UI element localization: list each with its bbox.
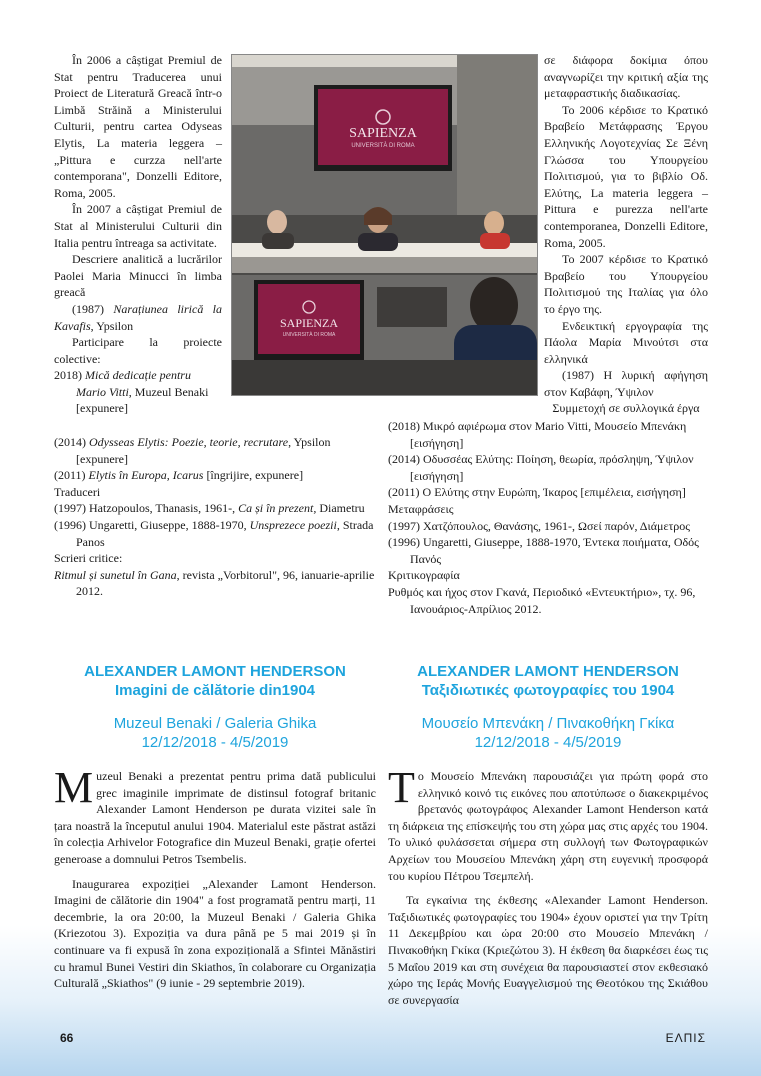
main-screen-sub: UNIVERSITÀ DI ROMA — [351, 143, 415, 149]
gr-article-title-line2: Ταξιδιωτικές φωτογραφίες του 1904 — [421, 682, 675, 699]
ro-collective-1: 2018) Mică dedicație pentru Mario Vitti, Muzeul Benaki [expunere] — [54, 368, 209, 416]
gr-collective-3: (2011) Ο Ελύτης στην Ευρώπη, Ίκαρος [επιμέλεια, εισήγηση] — [388, 485, 686, 500]
lower-screen-brand: SAPIENZA — [279, 316, 339, 330]
ro-column-bottom — [54, 434, 376, 600]
gr-work-1: (1987) Η λυρική αφήγηση στον Καβάφη, Ύψιλον — [544, 368, 708, 399]
ro-critical-title: Scrieri critice: — [54, 551, 123, 566]
gr-article-paragraph-1: Το Μουσείο Μπενάκη παρουσιάζει για πρώτη φορά στο ελληνικό κοινό τις εικόνες που αποτύπωσε ο διακεκριμένος βρετανός φωτογράφος Alexander Lamont Henderson κατά τη διάρκεια της επίσκεψής του στη χώρα μας στις αρχές του 1904. Το υλικό φυλάσσεται σήμερα στη συλλογή των Φωτογραφικών Αρχείων του Μουσείου Μπενάκη χάρη στη ευγενική προσφορά του κυρίου Πέτρου Τσεμπελή. — [388, 763, 708, 883]
gr-dropcap: Τ — [388, 763, 415, 812]
gr-article-paragraph-2: Τα εγκαίνια της έκθεσης «Alexander Lamont Henderson. Ταξιδιωτικές φωτογραφίες του 1904» έχουν οριστεί για την Τρίτη 11 Δεκεμβρίου και ώρα 20:00 στο Μουσείο Μπενάκη / Πινακοθήκη Γκίκα (Κριεζώτου 3). Η έκθεση θα διαρκέσει έως τις 5 Μαΐου 2019 και στη συνέχεια θα παρουσιαστεί στον εκθεσιακό χώρο της Ιεράς Μονής Ευαγγελισμού της Θεοτόκου της Σκιάθου σε συνεργασία — [388, 893, 708, 1007]
conference-photo — [231, 54, 538, 396]
ro-paragraph-2: În 2007 a câștigat Premiul de Stat al Ministerului Culturii din Italia pentru întreaga sa activitate. — [54, 202, 222, 250]
gr-critical-title: Κριτικογραφία — [388, 568, 460, 583]
conference-photo-illustration — [232, 55, 537, 395]
ro-dropcap: M — [54, 763, 94, 812]
gr-translation-2: (1996) Ungaretti, Giuseppe, 1888-1970, Έντεκα ποιήματα, Οδός Πανός — [388, 535, 699, 566]
ro-article-title-line1: ALEXANDER LAMONT HENDERSON — [84, 663, 346, 680]
ro-article-title — [54, 662, 376, 700]
gr-article-subtitle — [388, 714, 708, 752]
gr-translations-title: Μεταφράσεις — [388, 501, 454, 516]
ro-participation-title: Participare la proiecte colective: — [54, 335, 222, 366]
ro-collective-2: (2014) Odysseas Elytis: Poezie, teorie, recrutare, Ypsilon [expunere] — [54, 435, 331, 466]
gr-article-dates: 12/12/2018 - 4/5/2019 — [474, 734, 622, 751]
ro-paragraph-3: Descriere analitică a lucrărilor Paolei Maria Minucci în limba greacă — [54, 252, 222, 300]
gr-collective-1: (2018) Μικρό αφιέρωμα στον Mario Vitti, Μουσείο Μπενάκη [εισήγηση] — [388, 419, 687, 450]
gr-paragraph-1: σε διάφορα δοκίμια όπου αναγνωρίζει την κριτική αξία της μεταφραστικής διαδικασίας. — [544, 53, 708, 101]
magazine-name: ΕΛΠΙΣ — [665, 1031, 706, 1045]
ro-article-dates: 12/12/2018 - 4/5/2019 — [141, 734, 289, 751]
ro-article-paragraph-1: Muzeul Benaki a prezentat pentru prima dată publicului grec imaginile imprimate de distinsul fotograf britanic Alexander Lamont Henderson pe durata vizitei sale în țara noastră la începutul anului 1904. Materialul este păstrat astăzi în colecția Arhivelor Fotografice din Muzeul Benaki, grație ofertei generoase a domnului Petros Tsembelis. — [54, 763, 376, 866]
ro-article-subtitle — [54, 714, 376, 752]
ro-work-1: (1987) Narațiunea lirică la Kavafis, Ypsilon — [54, 301, 222, 333]
gr-column-bottom — [388, 418, 708, 617]
gr-collective-2: (2014) Οδυσσέας Ελύτης: Ποίηση, θεωρία, πρόσληψη, Ύψιλον [εισήγηση] — [388, 452, 694, 483]
ro-article-title-line2: Imagini de călătorie din1904 — [114, 682, 316, 699]
gr-collective-title: Συμμετοχή σε συλλογικά έργα — [552, 401, 700, 416]
gr-critical-1: Ρυθμός και ήχος στον Γκανά, Περιοδικό «Εντευκτήριο», τχ. 96, Ιανουάριος-Απρίλιος 2012. — [388, 584, 696, 616]
ro-column-top — [54, 52, 222, 417]
ro-paragraph-1: În 2006 a câștigat Premiul de Stat pentru Traducerea unui Proiect de Literatură Greacă într-o Limbă Străină a Ministerului Culturii, pentru cartea Odyseas Elytis, La materia leggera – „Pittura e curzza nell'arte contemporana", Donzelli Editore, Roma, 2005. — [54, 53, 222, 200]
gr-paragraph-3: Το 2007 κέρδισε το Κρατικό Βραβείο του Υπουργείου Πολιτισμού της Ιταλίας για όλο το έργο της. — [544, 252, 708, 316]
gr-column — [544, 52, 708, 417]
ro-article-venue: Muzeul Benaki / Galeria Ghika — [113, 715, 317, 732]
gr-paragraph-2: Το 2006 κέρδισε το Κρατικό Βραβείο Μετάφρασης Έργου Ελληνικής Λογοτεχνίας Σε Ξένη Γλώσσα του Υπουργείου Πολιτισμού, για το βιβλίο Οδ. Ελύτης, La materia leggera – Pittura e purezza nell'arte contemporanea, Donzelli Editore, Roma, 2005. — [544, 102, 708, 250]
ro-article-body — [54, 763, 376, 992]
gr-translation-1: (1997) Χατζόπουλος, Θανάσης, 1961-, Ωσεί παρόν, Διάμετρος — [388, 518, 691, 533]
ro-collective-3: (2011) Elytis în Europa, Icarus [îngrijire, expunere] — [54, 468, 304, 483]
gr-article-title-line1: ALEXANDER LAMONT HENDERSON — [417, 663, 679, 680]
page-number: 66 — [60, 1031, 74, 1045]
ro-translation-1: (1997) Hatzopoulos, Thanasis, 1961-, Ca și în prezent, Diametru — [54, 501, 365, 516]
ro-article-paragraph-2: Inaugurarea expoziției „Alexander Lamont Henderson. Imagini de călătorie din 1904" a fost programată pentru marți, 11 decembrie, la ora 20:00, la Muzeul Benaki / Galeria Ghika (Kriezotou 3). Expoziția va dura până pe 5 mai 2019 și în continuare va fi expusă în zona expozițională a Sfintei Mănăstiri cu hramul Bunei Vestiri din Skiathos, în colaborare cu Organizația Culturală „Skiathos" (9 iunie - 29 septembrie 2019). — [54, 876, 376, 991]
ro-translations-title: Traduceri — [54, 484, 101, 499]
lower-screen-sub: UNIVERSITÀ DI ROMA — [282, 332, 336, 338]
gr-article-title — [388, 662, 708, 700]
ro-critical-1: Ritmul și sunetul în Gana, revista „Vorbitorul", 96, ianuarie-aprilie 2012. — [54, 567, 375, 599]
main-screen-brand: SAPIENZA — [349, 126, 417, 141]
gr-article-body — [388, 763, 708, 1008]
ro-translation-2: (1996) Ungaretti, Giuseppe, 1888-1970, Unsprezece poezii, Strada Panos — [54, 517, 374, 549]
gr-paragraph-4: Ενδεικτική εργογραφία της Πάολα Μαρία Μινούτσι στα ελληνικά — [544, 318, 708, 366]
gr-article-venue: Μουσείο Μπενάκη / Πινακοθήκη Γκίκα — [421, 715, 675, 732]
